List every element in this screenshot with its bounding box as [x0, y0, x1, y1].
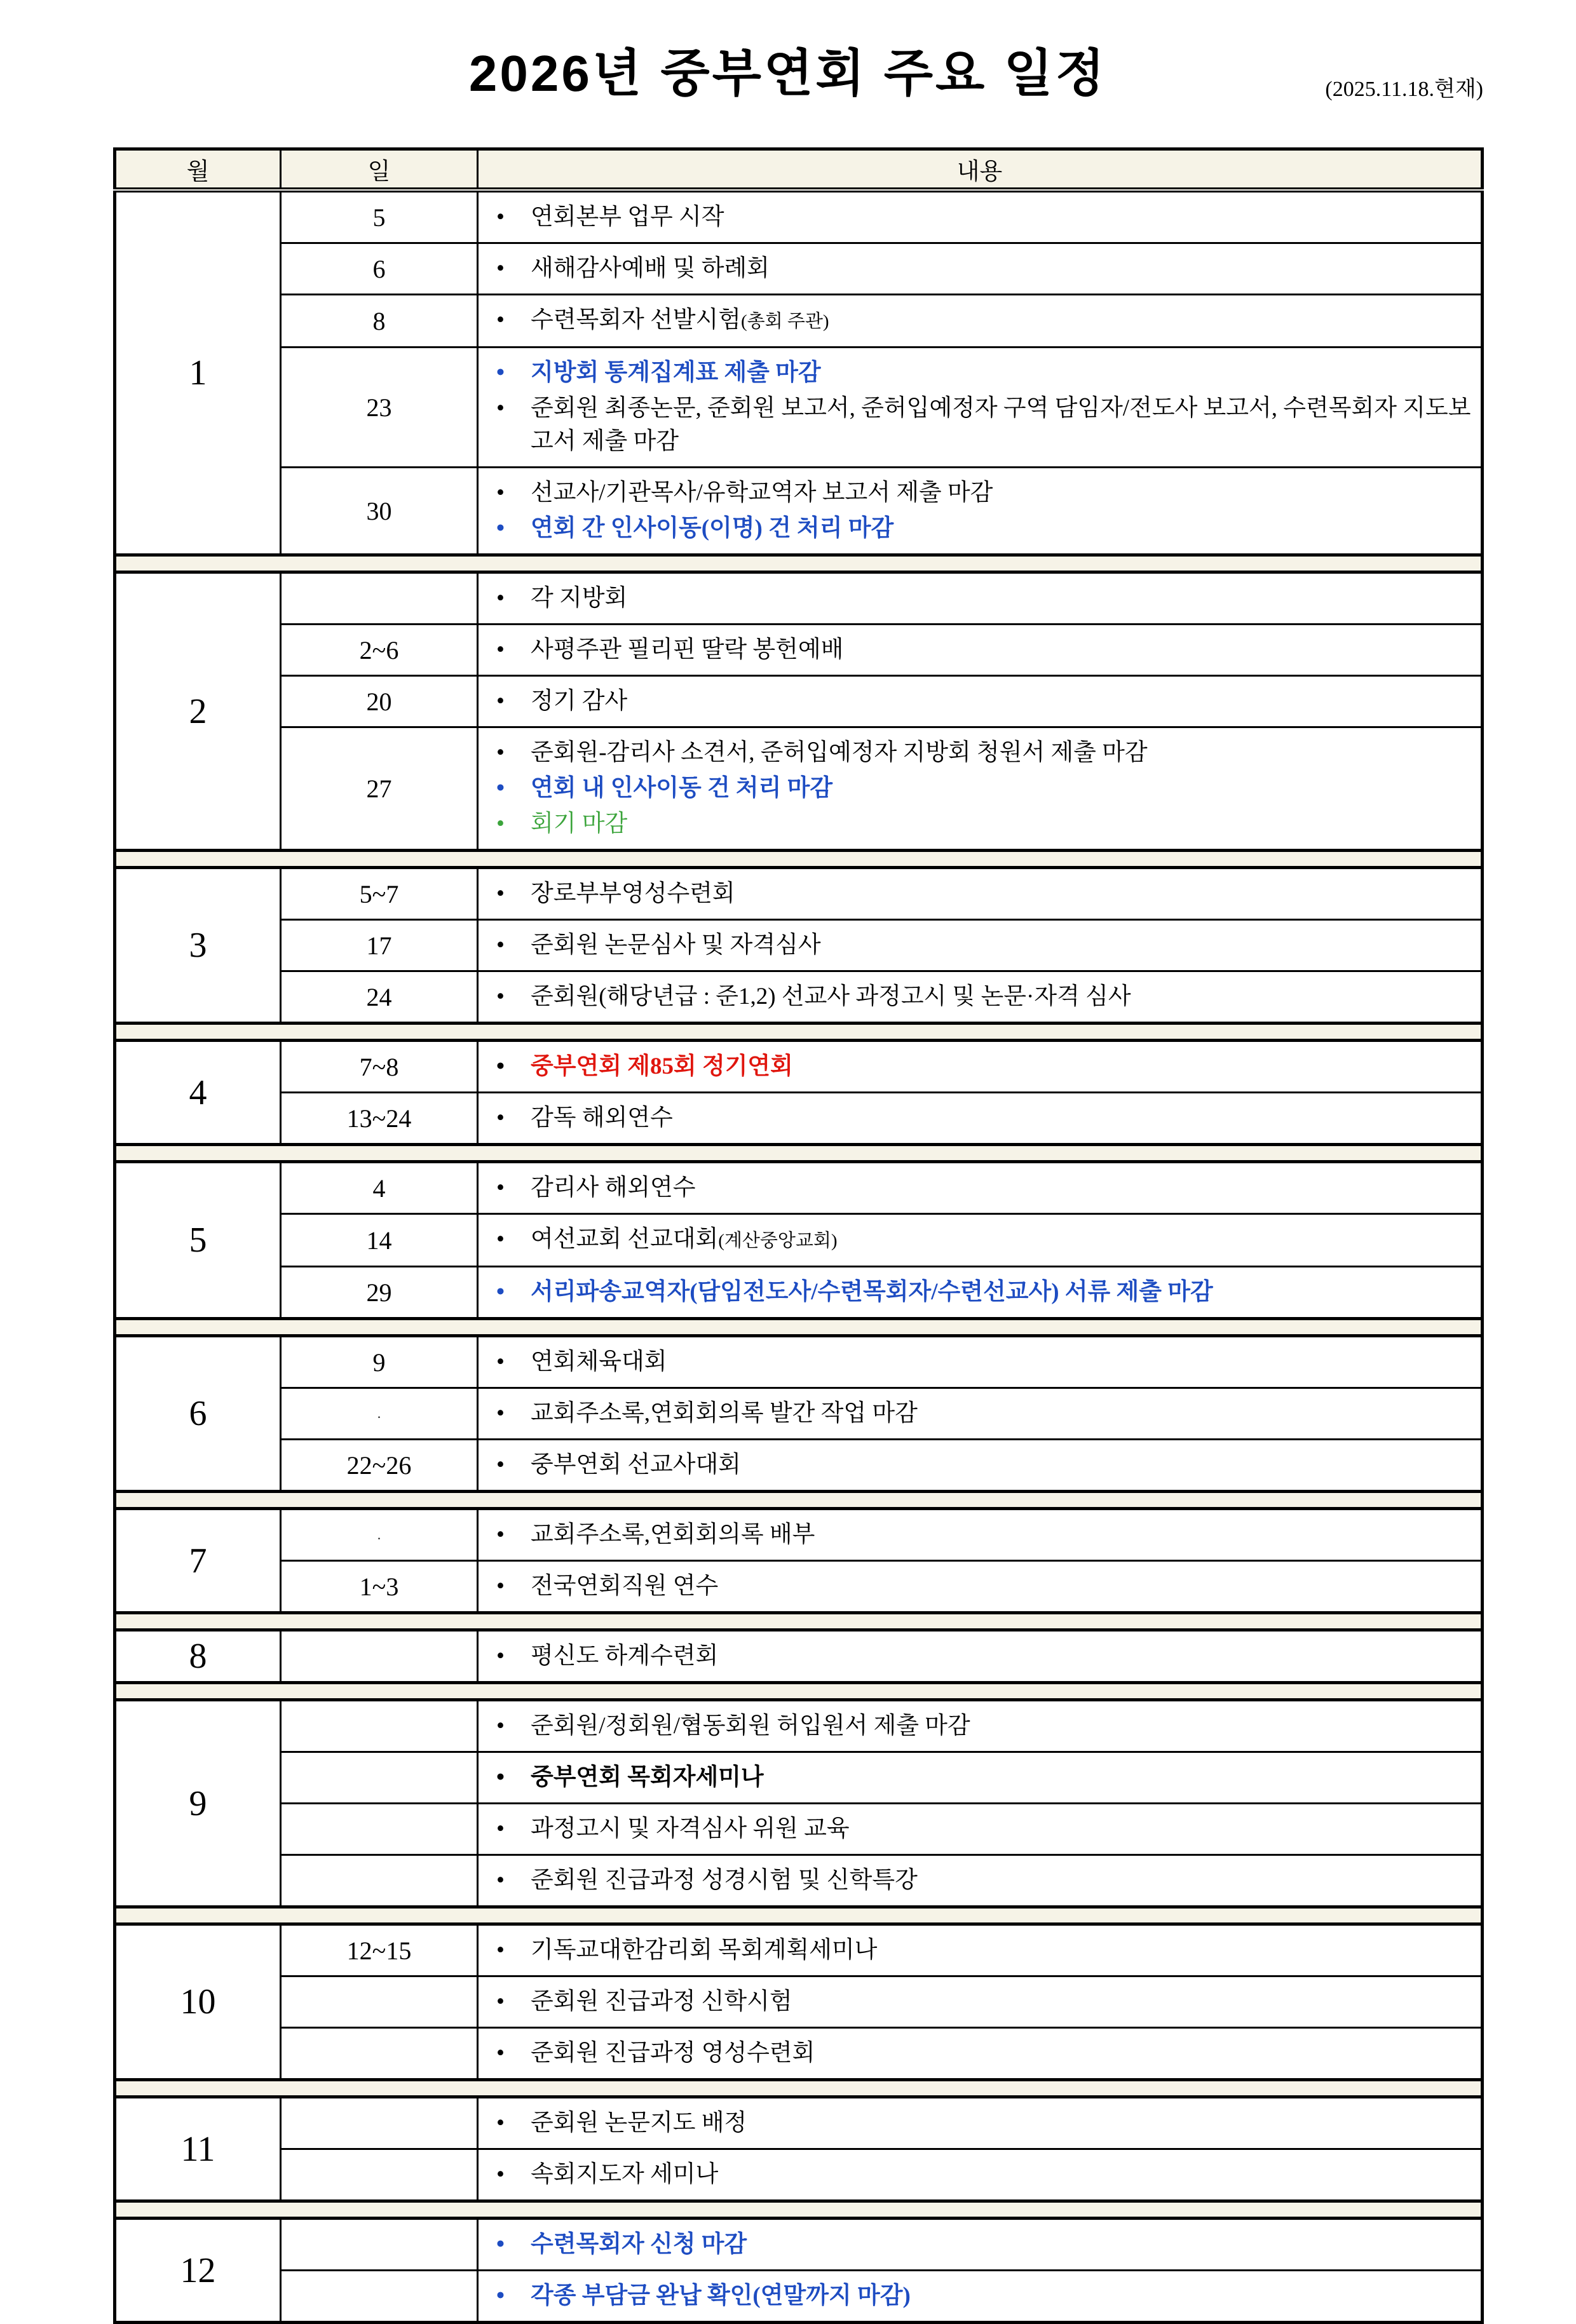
month-separator-cell	[115, 2201, 1483, 2219]
schedule-item	[496, 684, 1473, 719]
schedule-row	[115, 1924, 1483, 1976]
schedule-item-text: 사평주관 필리핀 딸락 봉헌예배	[531, 637, 844, 663]
day-cell: 20	[281, 676, 478, 727]
schedule-item-text: 준회원 최종논문, 준회원 보고서, 준허입예정자 구역 담임자/전도사 보고서, 수련목회자 지도보고서 제출 마감	[531, 395, 1471, 454]
day-cell: 5	[281, 190, 478, 243]
schedule-row	[115, 572, 1483, 625]
bullet-icon: •	[496, 1713, 505, 1739]
schedule-row	[115, 971, 1483, 1024]
schedule-item	[496, 1708, 1473, 1744]
schedule-row	[115, 1041, 1483, 1093]
day-cell	[281, 1630, 478, 1683]
schedule-item	[496, 876, 1473, 912]
content-cell	[478, 190, 1483, 243]
schedule-item	[496, 1447, 1473, 1483]
schedule-table	[113, 147, 1484, 2324]
schedule-item	[496, 2227, 1473, 2262]
bullet-icon: •	[496, 2161, 505, 2187]
schedule-item-text: 기독교대한감리회 목회계획세미나	[531, 1937, 878, 1963]
schedule-row	[115, 468, 1483, 555]
day-cell: 29	[281, 1267, 478, 1319]
schedule-item	[496, 928, 1473, 963]
bullet-icon: •	[496, 983, 505, 1010]
schedule-item-note: (총회 주관)	[740, 311, 829, 332]
bullet-icon: •	[496, 2283, 505, 2309]
schedule-item	[496, 1274, 1473, 1310]
month-separator-cell	[115, 1683, 1483, 1700]
month-cell: 9	[115, 1700, 281, 1907]
bullet-icon: •	[496, 2040, 505, 2066]
schedule-item	[496, 1049, 1473, 1084]
month-separator-band	[115, 1319, 1483, 1336]
schedule-item	[496, 1638, 1473, 1674]
schedule-item	[496, 771, 1473, 806]
schedule-item	[496, 1863, 1473, 1898]
month-separator-cell	[115, 851, 1483, 868]
day-cell: 14	[281, 1214, 478, 1267]
bullet-icon: •	[496, 1226, 505, 1252]
schedule-item	[496, 806, 1473, 842]
schedule-row	[115, 625, 1483, 676]
bullet-icon: •	[496, 1764, 505, 1790]
content-cell	[478, 625, 1483, 676]
schedule-item-text: 준회원 진급과정 영성수련회	[531, 2040, 815, 2066]
content-cell	[478, 1855, 1483, 1907]
schedule-row	[115, 2149, 1483, 2201]
day-cell	[281, 1804, 478, 1855]
content-cell	[478, 1267, 1483, 1319]
day-cell: 1~3	[281, 1561, 478, 1613]
month-separator-band	[115, 1145, 1483, 1162]
content-cell	[478, 572, 1483, 625]
day-cell	[281, 2271, 478, 2323]
schedule-row	[115, 1336, 1483, 1388]
bullet-icon: •	[496, 515, 505, 541]
schedule-row	[115, 1162, 1483, 1214]
bullet-icon: •	[496, 932, 505, 958]
schedule-item-text: 연회 내 인사이동 건 처리 마감	[531, 775, 833, 801]
schedule-row	[115, 2271, 1483, 2323]
bullet-icon: •	[496, 1867, 505, 1893]
schedule-row	[115, 243, 1483, 295]
month-separator-band	[115, 2080, 1483, 2097]
schedule-item-text: 각 지방회	[531, 585, 628, 611]
bullet-icon: •	[496, 1989, 505, 2015]
schedule-item	[496, 251, 1473, 287]
schedule-item-text: 선교사/기관목사/유학교역자 보고서 제출 마감	[531, 480, 993, 506]
schedule-item-text: 서리파송교역자(담임전도사/수련목회자/수련선교사) 서류 제출 마감	[531, 1279, 1213, 1305]
schedule-item	[496, 1760, 1473, 1795]
content-cell	[478, 868, 1483, 920]
day-cell	[281, 1700, 478, 1752]
content-cell	[478, 1440, 1483, 1492]
bullet-icon: •	[496, 1573, 505, 1599]
schedule-item-text: 준회원 진급과정 성경시험 및 신학특강	[531, 1867, 918, 1893]
content-cell	[478, 2271, 1483, 2323]
content-cell	[478, 1924, 1483, 1976]
schedule-row	[115, 1561, 1483, 1613]
month-cell: 6	[115, 1336, 281, 1492]
day-cell: .	[281, 1388, 478, 1440]
month-separator-cell	[115, 1613, 1483, 1630]
schedule-item	[496, 391, 1473, 459]
schedule-row	[115, 295, 1483, 348]
schedule-item-text: 감독 해외연수	[531, 1105, 673, 1131]
content-cell	[478, 348, 1483, 468]
month-separator-cell	[115, 1319, 1483, 1336]
schedule-table-header	[115, 149, 1483, 191]
month-separator-band	[115, 1683, 1483, 1700]
schedule-item	[496, 302, 1473, 339]
month-separator-band	[115, 1024, 1483, 1041]
bullet-icon: •	[496, 1643, 505, 1669]
schedule-row	[115, 2028, 1483, 2080]
schedule-item	[496, 1569, 1473, 1604]
schedule-item-text: 중부연회 제85회 정기연회	[531, 1053, 793, 1079]
day-cell: 6	[281, 243, 478, 295]
month-separator-cell	[115, 1492, 1483, 1509]
bullet-icon: •	[496, 585, 505, 611]
schedule-item-text: 수련목회자 선발시험	[531, 307, 741, 333]
content-cell	[478, 971, 1483, 1024]
content-cell	[478, 1804, 1483, 1855]
schedule-item-text: 준회원/정회원/협동회원 허입원서 제출 마감	[531, 1713, 970, 1739]
content-cell	[478, 2097, 1483, 2149]
schedule-item	[496, 1811, 1473, 1847]
schedule-item-text: 지방회 통계집계표 제출 마감	[531, 360, 821, 386]
schedule-item	[496, 735, 1473, 771]
content-cell	[478, 1093, 1483, 1145]
bullet-icon: •	[496, 1175, 505, 1201]
day-cell	[281, 572, 478, 625]
content-cell	[478, 468, 1483, 555]
bullet-icon: •	[496, 307, 505, 333]
month-cell: 3	[115, 868, 281, 1024]
bullet-icon: •	[496, 1400, 505, 1426]
bullet-icon: •	[496, 775, 505, 801]
schedule-item	[496, 2278, 1473, 2314]
schedule-item-text: 연회 간 인사이동(이명) 건 처리 마감	[531, 515, 894, 541]
schedule-row	[115, 727, 1483, 851]
schedule-item-text: 여선교회 선교대회	[531, 1226, 719, 1252]
content-cell	[478, 1162, 1483, 1214]
day-cell: .	[281, 1509, 478, 1561]
day-cell: 4	[281, 1162, 478, 1214]
schedule-item	[496, 2157, 1473, 2192]
bullet-icon: •	[496, 881, 505, 907]
bullet-icon: •	[496, 811, 505, 837]
day-cell: 7~8	[281, 1041, 478, 1093]
month-separator-band	[115, 555, 1483, 572]
schedule-item	[496, 1933, 1473, 1968]
schedule-row	[115, 190, 1483, 243]
schedule-item-text: 평신도 하계수련회	[531, 1643, 719, 1669]
bullet-icon: •	[496, 204, 505, 230]
schedule-row	[115, 920, 1483, 971]
day-cell: 27	[281, 727, 478, 851]
month-cell: 5	[115, 1162, 281, 1319]
content-cell	[478, 2149, 1483, 2201]
schedule-item-text: 전국연회직원 연수	[531, 1573, 719, 1599]
schedule-item	[496, 199, 1473, 235]
content-cell	[478, 1752, 1483, 1804]
day-cell: 5~7	[281, 868, 478, 920]
page-title: 2026년 중부연회 주요 일정	[468, 45, 1108, 102]
content-cell	[478, 1976, 1483, 2028]
schedule-item-text: 교회주소록,연회회의록 발간 작업 마감	[531, 1400, 918, 1426]
content-cell	[478, 295, 1483, 348]
content-cell	[478, 1388, 1483, 1440]
schedule-item-text: 속회지도자 세미나	[531, 2161, 719, 2187]
month-separator-band	[115, 1613, 1483, 1630]
day-cell	[281, 1976, 478, 2028]
schedule-item-text: 연회본부 업무 시작	[531, 204, 724, 230]
schedule-item	[496, 581, 1473, 616]
schedule-item	[496, 1984, 1473, 2020]
day-cell: 24	[281, 971, 478, 1024]
day-cell: 17	[281, 920, 478, 971]
schedule-item	[496, 2036, 1473, 2071]
schedule-row	[115, 1976, 1483, 2028]
month-cell: 1	[115, 190, 281, 555]
schedule-item-text: 장로부부영성수련회	[531, 881, 735, 907]
schedule-item	[496, 1344, 1473, 1380]
schedule-item	[496, 1396, 1473, 1431]
schedule-item-text: 교회주소록,연회회의록 배부	[531, 1522, 815, 1548]
month-cell: 2	[115, 572, 281, 851]
schedule-item-text: 각종 부담금 완납 확인(연말까지 마감)	[531, 2283, 911, 2309]
content-cell	[478, 920, 1483, 971]
bullet-icon: •	[496, 1053, 505, 1079]
schedule-item	[496, 1170, 1473, 1206]
schedule-item-text: 회기 마감	[531, 811, 628, 837]
schedule-row	[115, 1388, 1483, 1440]
bullet-icon: •	[496, 255, 505, 281]
schedule-item	[496, 1222, 1473, 1259]
day-cell	[281, 2149, 478, 2201]
schedule-item	[496, 475, 1473, 511]
day-cell: 30	[281, 468, 478, 555]
month-separator-band	[115, 1907, 1483, 1924]
day-cell: 13~24	[281, 1093, 478, 1145]
bullet-icon: •	[496, 1937, 505, 1963]
schedule-item-text: 정기 감사	[531, 688, 628, 714]
month-separator-cell	[115, 1024, 1483, 1041]
bullet-icon: •	[496, 1105, 505, 1131]
schedule-row	[115, 2097, 1483, 2149]
schedule-row	[115, 348, 1483, 468]
content-cell	[478, 1561, 1483, 1613]
month-separator-band	[115, 1492, 1483, 1509]
content-cell	[478, 243, 1483, 295]
header-day: 일	[281, 149, 478, 191]
schedule-item	[496, 1100, 1473, 1136]
month-cell: 4	[115, 1041, 281, 1145]
bullet-icon: •	[496, 688, 505, 714]
day-cell	[281, 2097, 478, 2149]
header-content: 내용	[478, 149, 1483, 191]
bullet-icon: •	[496, 395, 505, 421]
schedule-item	[496, 511, 1473, 546]
content-cell	[478, 1509, 1483, 1561]
month-separator-band	[115, 851, 1483, 868]
schedule-row	[115, 1440, 1483, 1492]
bullet-icon: •	[496, 1522, 505, 1548]
schedule-item-text: 과정고시 및 자격심사 위원 교육	[531, 1816, 850, 1842]
schedule-row	[115, 1855, 1483, 1907]
month-separator-band	[115, 2201, 1483, 2219]
date-note: (2025.11.18.현재)	[1325, 78, 1483, 101]
month-separator-cell	[115, 555, 1483, 572]
schedule-item-text: 중부연회 목회자세미나	[531, 1764, 764, 1790]
month-separator-cell	[115, 1907, 1483, 1924]
schedule-row	[115, 2219, 1483, 2271]
bullet-icon: •	[496, 2110, 505, 2136]
month-cell: 12	[115, 2219, 281, 2323]
content-cell	[478, 1041, 1483, 1093]
bullet-icon: •	[496, 1349, 505, 1375]
header-month: 월	[115, 149, 281, 191]
day-cell: 23	[281, 348, 478, 468]
schedule-item	[496, 632, 1473, 668]
schedule-row	[115, 676, 1483, 727]
bullet-icon: •	[496, 740, 505, 766]
schedule-item	[496, 979, 1473, 1015]
month-separator-cell	[115, 2080, 1483, 2097]
day-cell: 9	[281, 1336, 478, 1388]
schedule-item	[496, 1517, 1473, 1553]
content-cell	[478, 727, 1483, 851]
month-cell: 10	[115, 1924, 281, 2080]
content-cell	[478, 1214, 1483, 1267]
month-cell: 8	[115, 1630, 281, 1683]
bullet-icon: •	[496, 480, 505, 506]
schedule-row	[115, 868, 1483, 920]
content-cell	[478, 1630, 1483, 1683]
schedule-row	[115, 1630, 1483, 1683]
bullet-icon: •	[496, 637, 505, 663]
schedule-item-text: 준회원 논문심사 및 자격심사	[531, 932, 821, 958]
bullet-icon: •	[496, 1452, 505, 1478]
schedule-table-body	[115, 190, 1483, 2323]
bullet-icon: •	[496, 2231, 505, 2257]
schedule-item-text: 준회원 진급과정 신학시험	[531, 1989, 792, 2015]
schedule-item-text: 감리사 해외연수	[531, 1175, 696, 1201]
schedule-item-text: 새해감사예배 및 하례회	[531, 255, 770, 281]
content-cell	[478, 1336, 1483, 1388]
content-cell	[478, 1700, 1483, 1752]
month-cell: 11	[115, 2097, 281, 2201]
day-cell: 12~15	[281, 1924, 478, 1976]
schedule-row	[115, 1752, 1483, 1804]
schedule-item-text: 연회체육대회	[531, 1349, 667, 1375]
schedule-item	[496, 355, 1473, 391]
content-cell	[478, 2028, 1483, 2080]
day-cell: 2~6	[281, 625, 478, 676]
schedule-row	[115, 1509, 1483, 1561]
schedule-item-text: 중부연회 선교사대회	[531, 1452, 741, 1478]
bullet-icon: •	[496, 360, 505, 386]
schedule-item-note: (계산중앙교회)	[718, 1231, 838, 1251]
content-cell	[478, 676, 1483, 727]
month-separator-cell	[115, 1145, 1483, 1162]
day-cell	[281, 1855, 478, 1907]
day-cell	[281, 1752, 478, 1804]
day-cell	[281, 2028, 478, 2080]
schedule-item	[496, 2105, 1473, 2141]
schedule-item-text: 준회원(해당년급 : 준1,2) 선교사 과정고시 및 논문·자격 심사	[531, 983, 1131, 1010]
bullet-icon: •	[496, 1279, 505, 1305]
day-cell: 22~26	[281, 1440, 478, 1492]
schedule-row	[115, 1700, 1483, 1752]
day-cell: 8	[281, 295, 478, 348]
document-header	[0, 0, 1576, 147]
schedule-row	[115, 1093, 1483, 1145]
schedule-row	[115, 1214, 1483, 1267]
schedule-item-text: 수련목회자 신청 마감	[531, 2231, 747, 2257]
schedule-row	[115, 1267, 1483, 1319]
header-row	[115, 149, 1483, 191]
schedule-item-text: 준회원-감리사 소견서, 준허입예정자 지방회 청원서 제출 마감	[531, 740, 1148, 766]
content-cell	[478, 2219, 1483, 2271]
day-cell	[281, 2219, 478, 2271]
bullet-icon: •	[496, 1816, 505, 1842]
schedule-row	[115, 1804, 1483, 1855]
month-cell: 7	[115, 1509, 281, 1613]
schedule-item-text: 준회원 논문지도 배정	[531, 2110, 747, 2136]
